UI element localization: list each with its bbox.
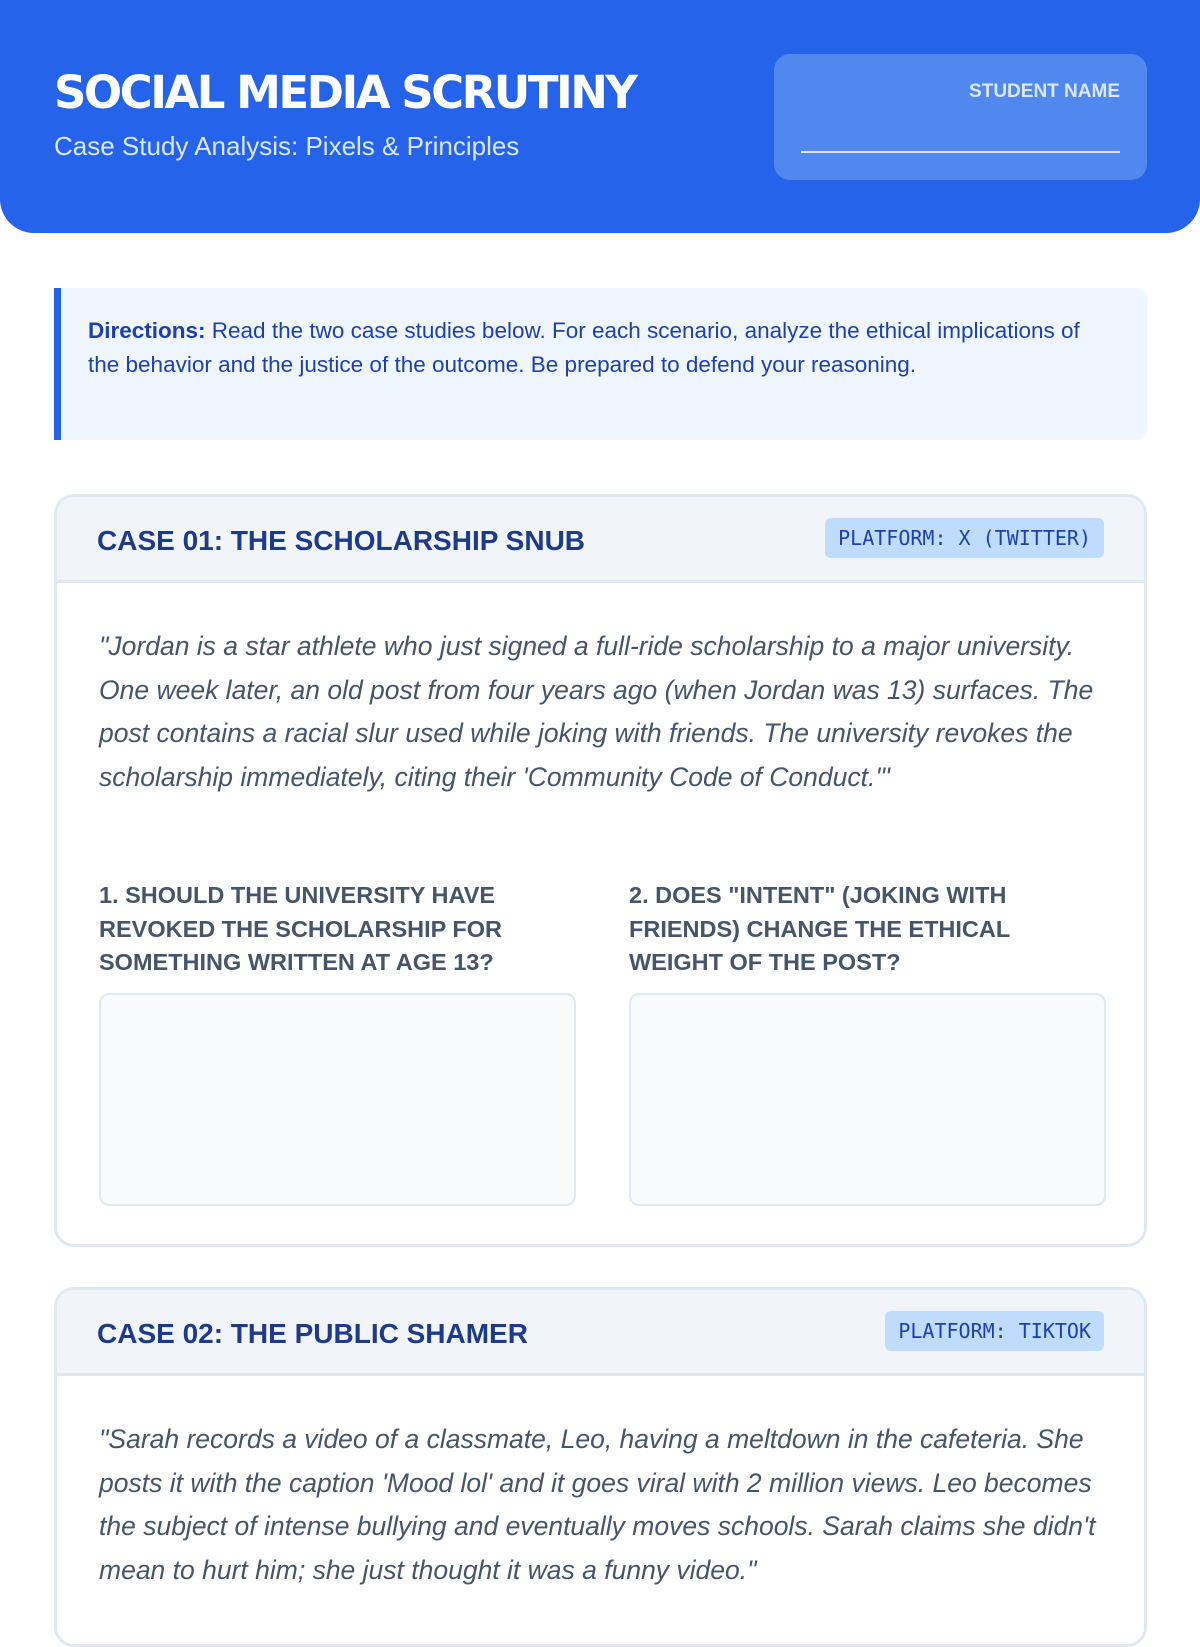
question-2: 2. DOES "INTENT" (JOKING WITH FRIENDS) CHANGE THE ETHICAL WEIGHT OF THE POST? [629, 882, 1010, 975]
directions-label: Directions: [88, 318, 206, 343]
answer-box-2[interactable] [629, 993, 1106, 1206]
directions-box [54, 288, 1147, 440]
case-scenario: "Sarah records a video of a classmate, Leo, having a meltdown in the cafeteria. She posts it with the caption 'Mood lol' and it goes viral with 2 million views. Leo becomes the subject of intense bullying and eventually moves schools. Sarah claims she didn't mean to hurt him; she just thought it was a funny video." [99, 1424, 1096, 1585]
answer-box-1[interactable] [99, 993, 576, 1206]
case-header [57, 497, 1144, 583]
case-header [57, 1290, 1144, 1376]
case-02-card [54, 1287, 1147, 1647]
case-01-card [54, 494, 1147, 1247]
student-name-line[interactable] [801, 151, 1120, 153]
page-header [0, 0, 1200, 233]
page-title: SOCIAL MEDIA SCRUTINY [54, 66, 636, 119]
page-subtitle: Case Study Analysis: Pixels & Principles [54, 131, 520, 161]
directions-text: Read the two case studies below. For each scenario, analyze the ethical implications of the behavior and the justice of the outcome. Be prepared to defend your reasoning. [88, 318, 1080, 377]
case-title: CASE 02: THE PUBLIC SHAMER [97, 1318, 528, 1349]
student-name-label: STUDENT NAME [969, 81, 1120, 102]
case-scenario: "Jordan is a star athlete who just signed a full-ride scholarship to a major university. One week later, an old post from four years ago (when Jordan was 13) surfaces. The post contains a racial slur used while joking with friends. The university revokes the scholarship immediately, citing their 'Community Code of Conduct.'" [99, 631, 1094, 792]
case-title: CASE 01: THE SCHOLARSHIP SNUB [97, 525, 586, 556]
platform-badge: PLATFORM: X (TWITTER) [825, 518, 1104, 558]
student-name-box[interactable] [774, 54, 1147, 180]
platform-badge: PLATFORM: TIKTOK [885, 1311, 1104, 1351]
question-1: 1. SHOULD THE UNIVERSITY HAVE REVOKED THE SCHOLARSHIP FOR SOMETHING WRITTEN AT AGE 13? [99, 882, 503, 975]
